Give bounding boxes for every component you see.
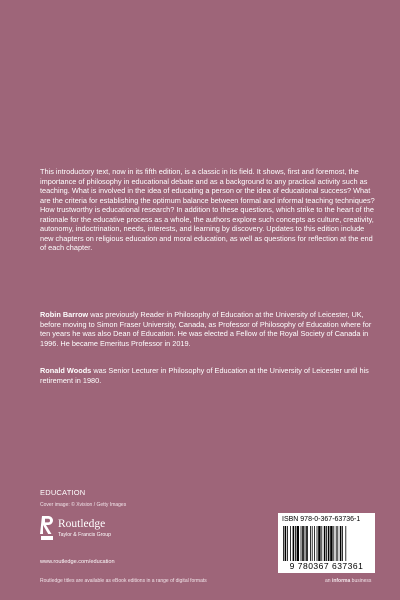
subject-category: EDUCATION: [40, 488, 86, 497]
publisher-website-link[interactable]: www.routledge.com/education: [40, 559, 115, 565]
barcode-bar: [302, 526, 304, 564]
author-bio-robin-barrow: [40, 310, 375, 348]
barcode-bar: [293, 526, 295, 564]
barcode-bar: [287, 526, 288, 564]
author-bio-ronald-woods: [40, 366, 375, 385]
barcode-bar: [305, 526, 306, 564]
author-bio-text: was previously Reader in Philosophy of Education at the University of Leicester, UK, before moving to Simon Fraser University, Canada, as Professor of Philosophy of Education where for ten years he was also Dean of Education. He was elected a Fellow of the Royal Society of Canada in 1996. He became Emeritus Professor in 2019.: [40, 310, 372, 348]
informa-business-note: an informa business: [325, 578, 372, 584]
routledge-r-icon: [40, 515, 54, 541]
cover-image-credit: Cover image: © Xvision / Getty Images: [40, 502, 127, 508]
barcode-bar: [295, 526, 296, 564]
barcode-bar: [324, 526, 326, 564]
barcode-bar: [285, 526, 287, 564]
barcode-bar: [297, 526, 299, 564]
barcode-bar: [337, 526, 338, 564]
barcode-number: 9 780367 637361: [282, 561, 371, 571]
publisher-logo: [40, 515, 170, 547]
barcode-bar: [330, 526, 332, 564]
barcode-bar: [336, 526, 337, 564]
author-name: Ronald Woods: [40, 366, 92, 375]
barcode-bars: [282, 526, 371, 564]
barcode-bar: [283, 526, 284, 564]
barcode-bar: [301, 526, 302, 564]
barcode-bar: [345, 526, 346, 564]
book-description: This introductory text, now in its fifth edition, is a classic in its field. It shows, first and foremost, the importance of philosophy in educational debate and as a background to any practical activity such as teaching. What is involved in the idea of educating a person or the idea of educational success? What are the criteria for establishing the optimum balance between formal and informal teaching techniques? How trustworthy is educational research? In addition to these questions, which strike to the heart of the rationale for the educative process as a whole, the authors explore such concepts as culture, creativity, autonomy, indoctrination, needs, interests, and learning by discovery. Updates to this edition include new chapters on religious education and moral education, as well as questions for reflection at the end of each chapter.: [40, 167, 375, 252]
isbn-label: ISBN 978-0-367-63736-1: [282, 516, 361, 523]
barcode-bar: [306, 526, 308, 564]
isbn-barcode: [278, 513, 375, 573]
barcode-bar: [310, 526, 311, 564]
barcode-bar: [317, 526, 318, 564]
author-name: Robin Barrow: [40, 310, 89, 319]
publisher-name: Routledge: [58, 518, 106, 530]
barcode-bar: [314, 526, 315, 564]
barcode-bar: [290, 526, 291, 564]
publisher-group: Taylor & Francis Group: [58, 532, 112, 538]
informa-brand: informa: [331, 578, 351, 584]
barcode-bar: [312, 526, 313, 564]
barcode-bar: [321, 526, 322, 564]
barcode-bar: [340, 526, 342, 564]
barcode-bar: [342, 526, 343, 564]
barcode-bar: [333, 526, 334, 564]
barcode-bar: [326, 526, 327, 564]
barcode-bar: [328, 526, 330, 564]
ebook-availability-note: Routledge titles are available as eBook editions in a range of digital formats: [40, 578, 207, 584]
author-bio-text: was Senior Lecturer in Philosophy of Education at the University of Leicester until his retirement in 1980.: [40, 366, 369, 385]
barcode-bar: [318, 526, 320, 564]
